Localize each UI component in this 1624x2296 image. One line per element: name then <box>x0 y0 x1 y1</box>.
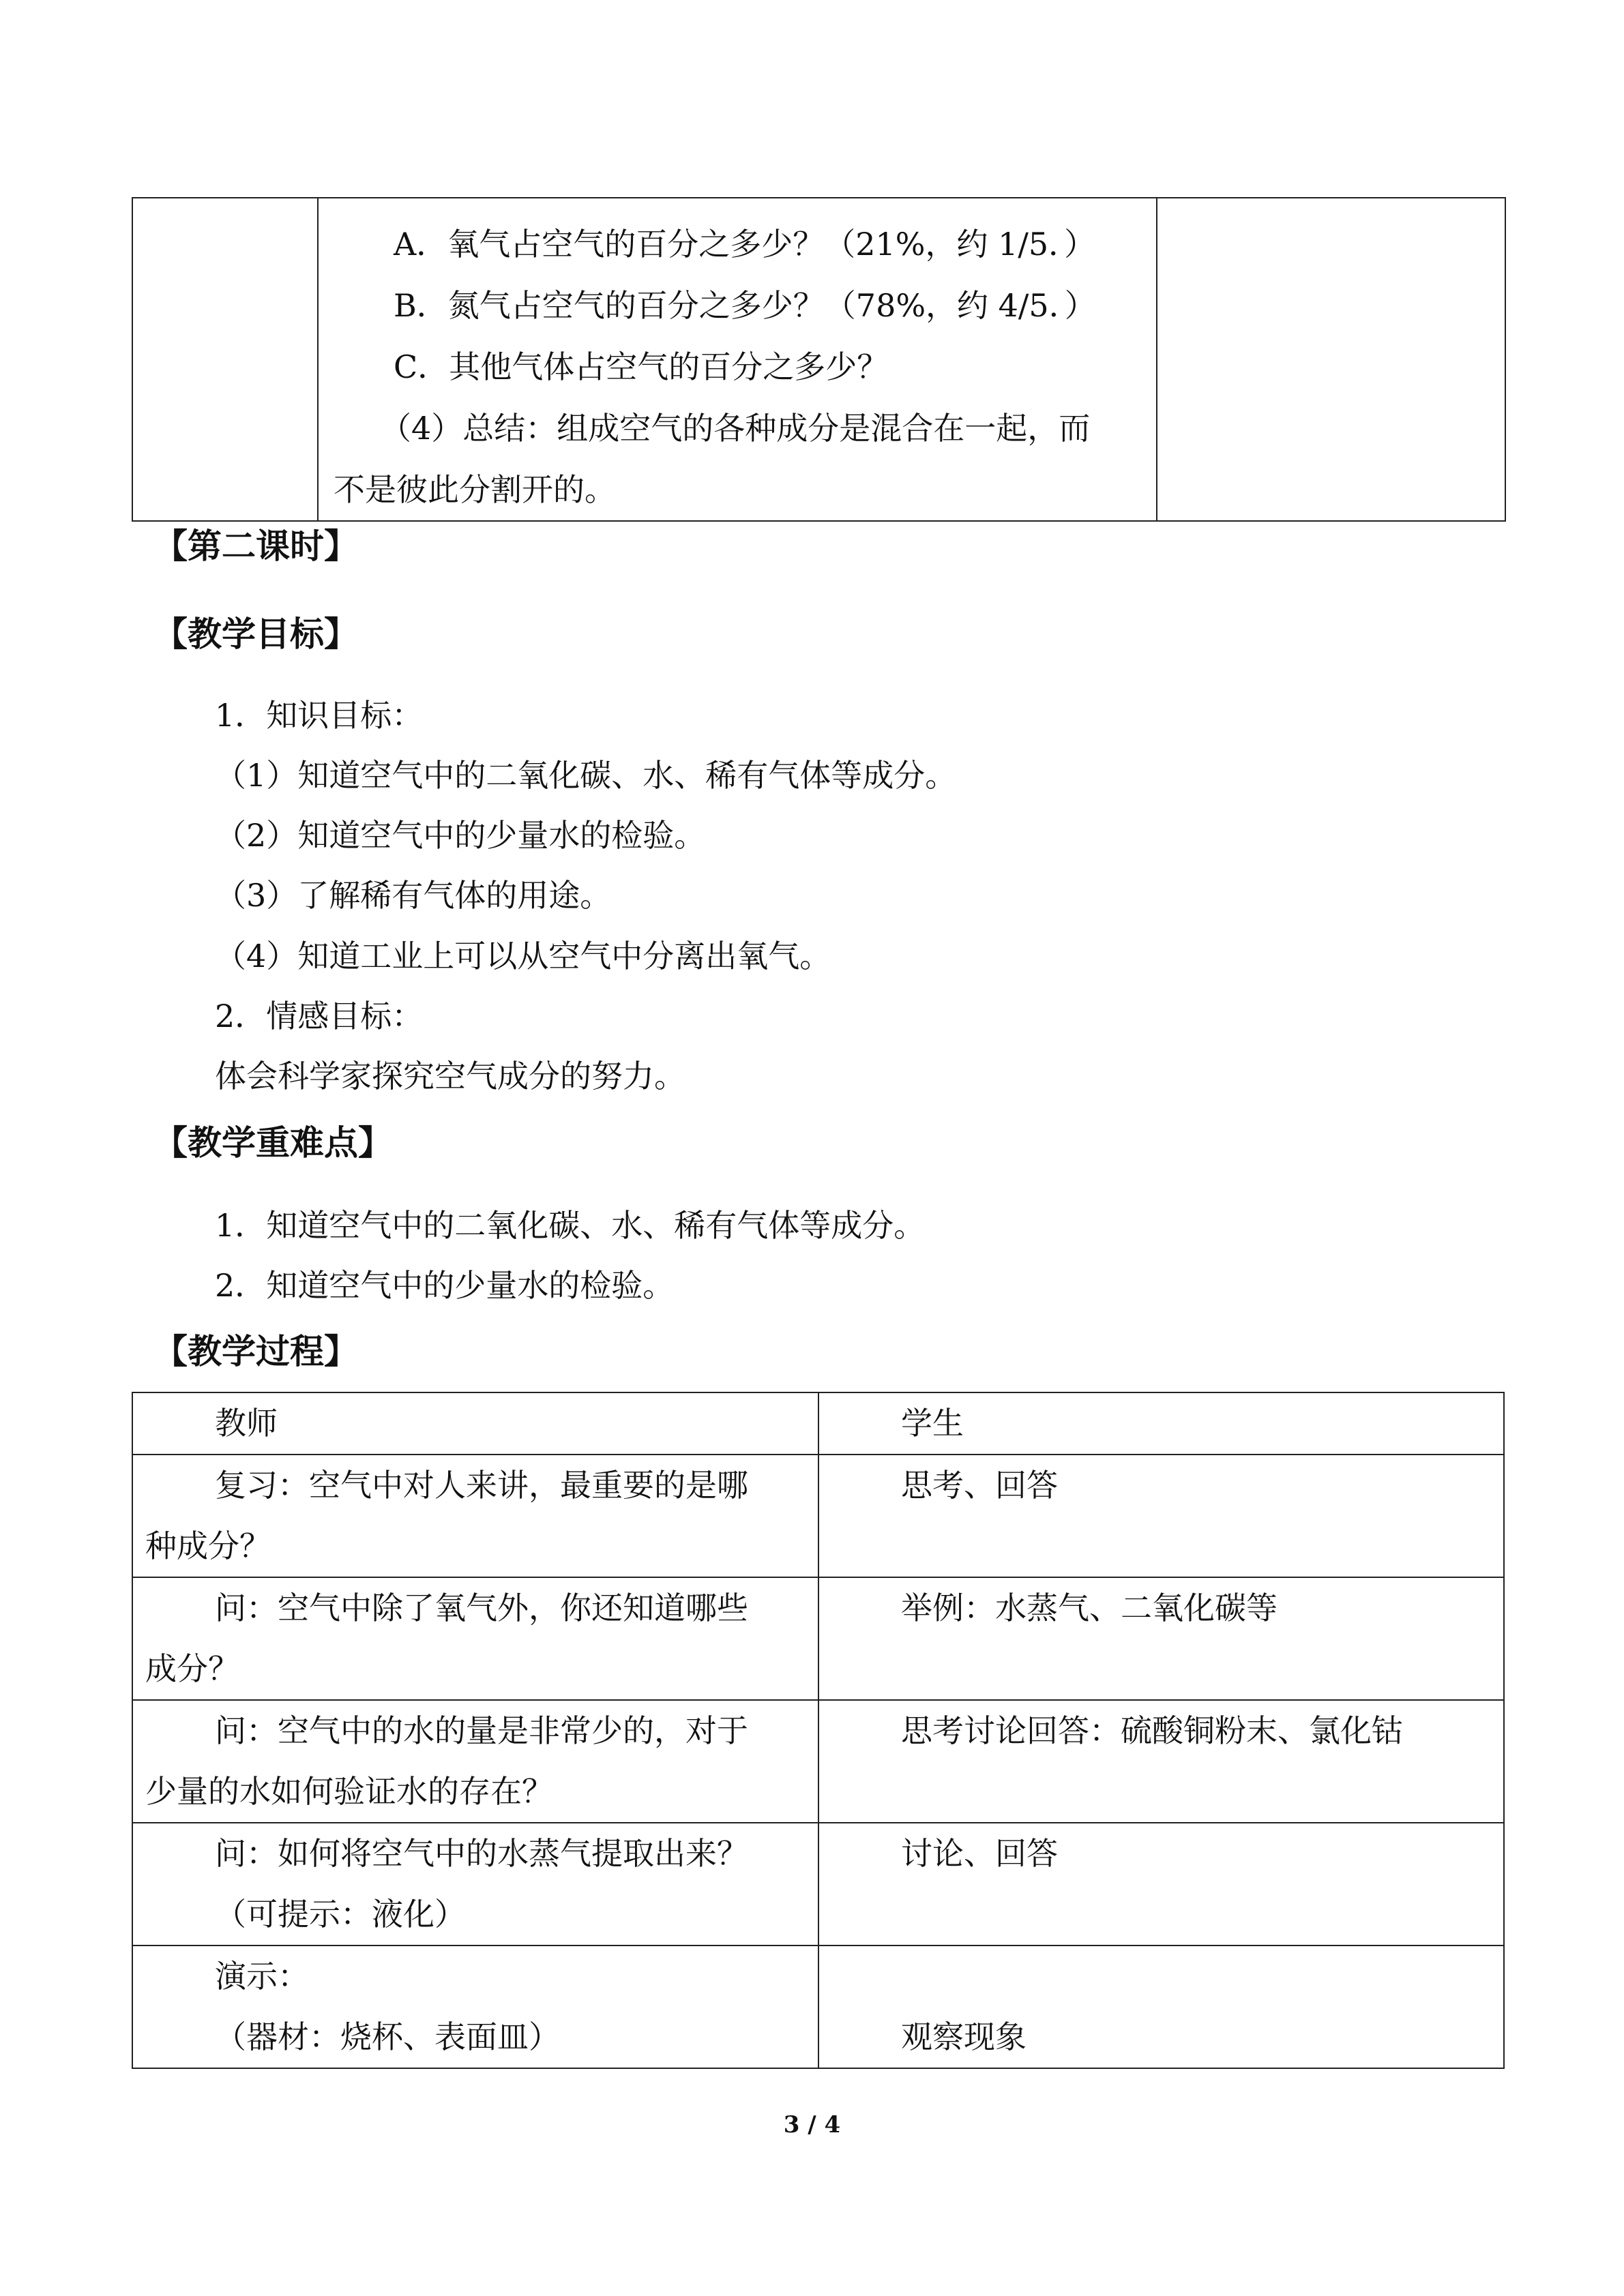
student-cell <box>818 1945 1504 2068</box>
student-cell <box>818 1700 1504 1823</box>
table-row <box>132 1577 1504 1700</box>
teacher-text-line: （可提示：液化） <box>215 1896 466 1933</box>
key-point-item: 1．知道空气中的二氧化碳、水、稀有气体等成分。 <box>215 1207 926 1244</box>
text-line: A．氧气占空气的百分之多少？（21%，约 1/5．） <box>394 226 1096 263</box>
table-header-teacher <box>132 1392 818 1455</box>
knowledge-objective-title: 1．知识目标： <box>215 697 424 734</box>
teacher-cell <box>132 1577 818 1700</box>
page-number: 3 / 4 <box>783 2111 841 2138</box>
teacher-text-line: 成分？ <box>145 1650 239 1687</box>
teacher-text-line: 问：如何将空气中的水蒸气提取出来？ <box>215 1835 748 1872</box>
knowledge-objective-item: （2）知道空气中的少量水的检验。 <box>215 817 706 854</box>
table-header-label: 教师 <box>215 1405 278 1442</box>
continuation-table-right-cell <box>1157 198 1505 521</box>
knowledge-objective-item: （4）知道工业上可以从空气中分离出氧气。 <box>215 938 831 974</box>
student-text: 思考讨论回答：硫酸铜粉末、氯化钴 <box>901 1712 1403 1749</box>
heading-objectives: 【教学目标】 <box>153 614 358 654</box>
student-cell <box>818 1455 1504 1577</box>
process-table <box>132 1392 1505 2069</box>
table-header-student <box>818 1392 1504 1455</box>
heading-process: 【教学过程】 <box>153 1332 358 1371</box>
teacher-text-line: 少量的水如何验证水的存在？ <box>145 1773 553 1810</box>
student-text: 思考、回答 <box>901 1467 1058 1504</box>
knowledge-objective-item: （3）了解稀有气体的用途。 <box>215 877 612 914</box>
text-line: B．氮气占空气的百分之多少？（78%，约 4/5．） <box>394 287 1096 324</box>
continuation-table-left-cell <box>132 198 318 521</box>
student-text: 观察现象 <box>901 2018 1027 2055</box>
table-header-label: 学生 <box>901 1405 964 1442</box>
teacher-text-line: （器材：烧杯、表面皿） <box>215 2018 560 2055</box>
teacher-cell <box>132 1700 818 1823</box>
student-text: 举例：水蒸气、二氧化碳等 <box>901 1590 1278 1626</box>
continuation-table <box>132 197 1506 522</box>
heading-second-lesson: 【第二课时】 <box>153 526 358 566</box>
teacher-text-line: 问：空气中除了氧气外，你还知道哪些 <box>215 1590 748 1626</box>
teacher-text-line: 演示： <box>215 1958 309 1995</box>
teacher-cell <box>132 1455 818 1577</box>
student-cell <box>818 1823 1504 1945</box>
student-text: 讨论、回答 <box>901 1835 1058 1872</box>
teacher-cell <box>132 1945 818 2068</box>
teacher-text-line: 问：空气中的水的量是非常少的，对于 <box>215 1712 748 1749</box>
text-line: 不是彼此分割开的。 <box>334 471 616 508</box>
table-row <box>132 1823 1504 1945</box>
knowledge-objective-item: （1）知道空气中的二氧化碳、水、稀有气体等成分。 <box>215 757 957 794</box>
table-row <box>132 1455 1504 1577</box>
table-row <box>132 1700 1504 1823</box>
emotion-objective-title: 2．情感目标： <box>215 998 424 1034</box>
text-line: （4）总结：组成空气的各种成分是混合在一起，而 <box>380 410 1091 447</box>
emotion-objective-text: 体会科学家探究空气成分的努力。 <box>215 1058 685 1094</box>
continuation-table-content-cell <box>318 198 1157 521</box>
heading-key-points: 【教学重难点】 <box>153 1123 392 1163</box>
table-row <box>132 1945 1504 2068</box>
key-point-item: 2．知道空气中的少量水的检验。 <box>215 1267 675 1304</box>
teacher-text-line: 种成分？ <box>145 1527 271 1564</box>
teacher-text-line: 复习：空气中对人来讲，最重要的是哪 <box>215 1467 748 1504</box>
teacher-cell <box>132 1823 818 1945</box>
table-header-row <box>132 1392 1504 1455</box>
student-cell <box>818 1577 1504 1700</box>
text-line: C．其他气体占空气的百分之多少？ <box>394 348 889 385</box>
